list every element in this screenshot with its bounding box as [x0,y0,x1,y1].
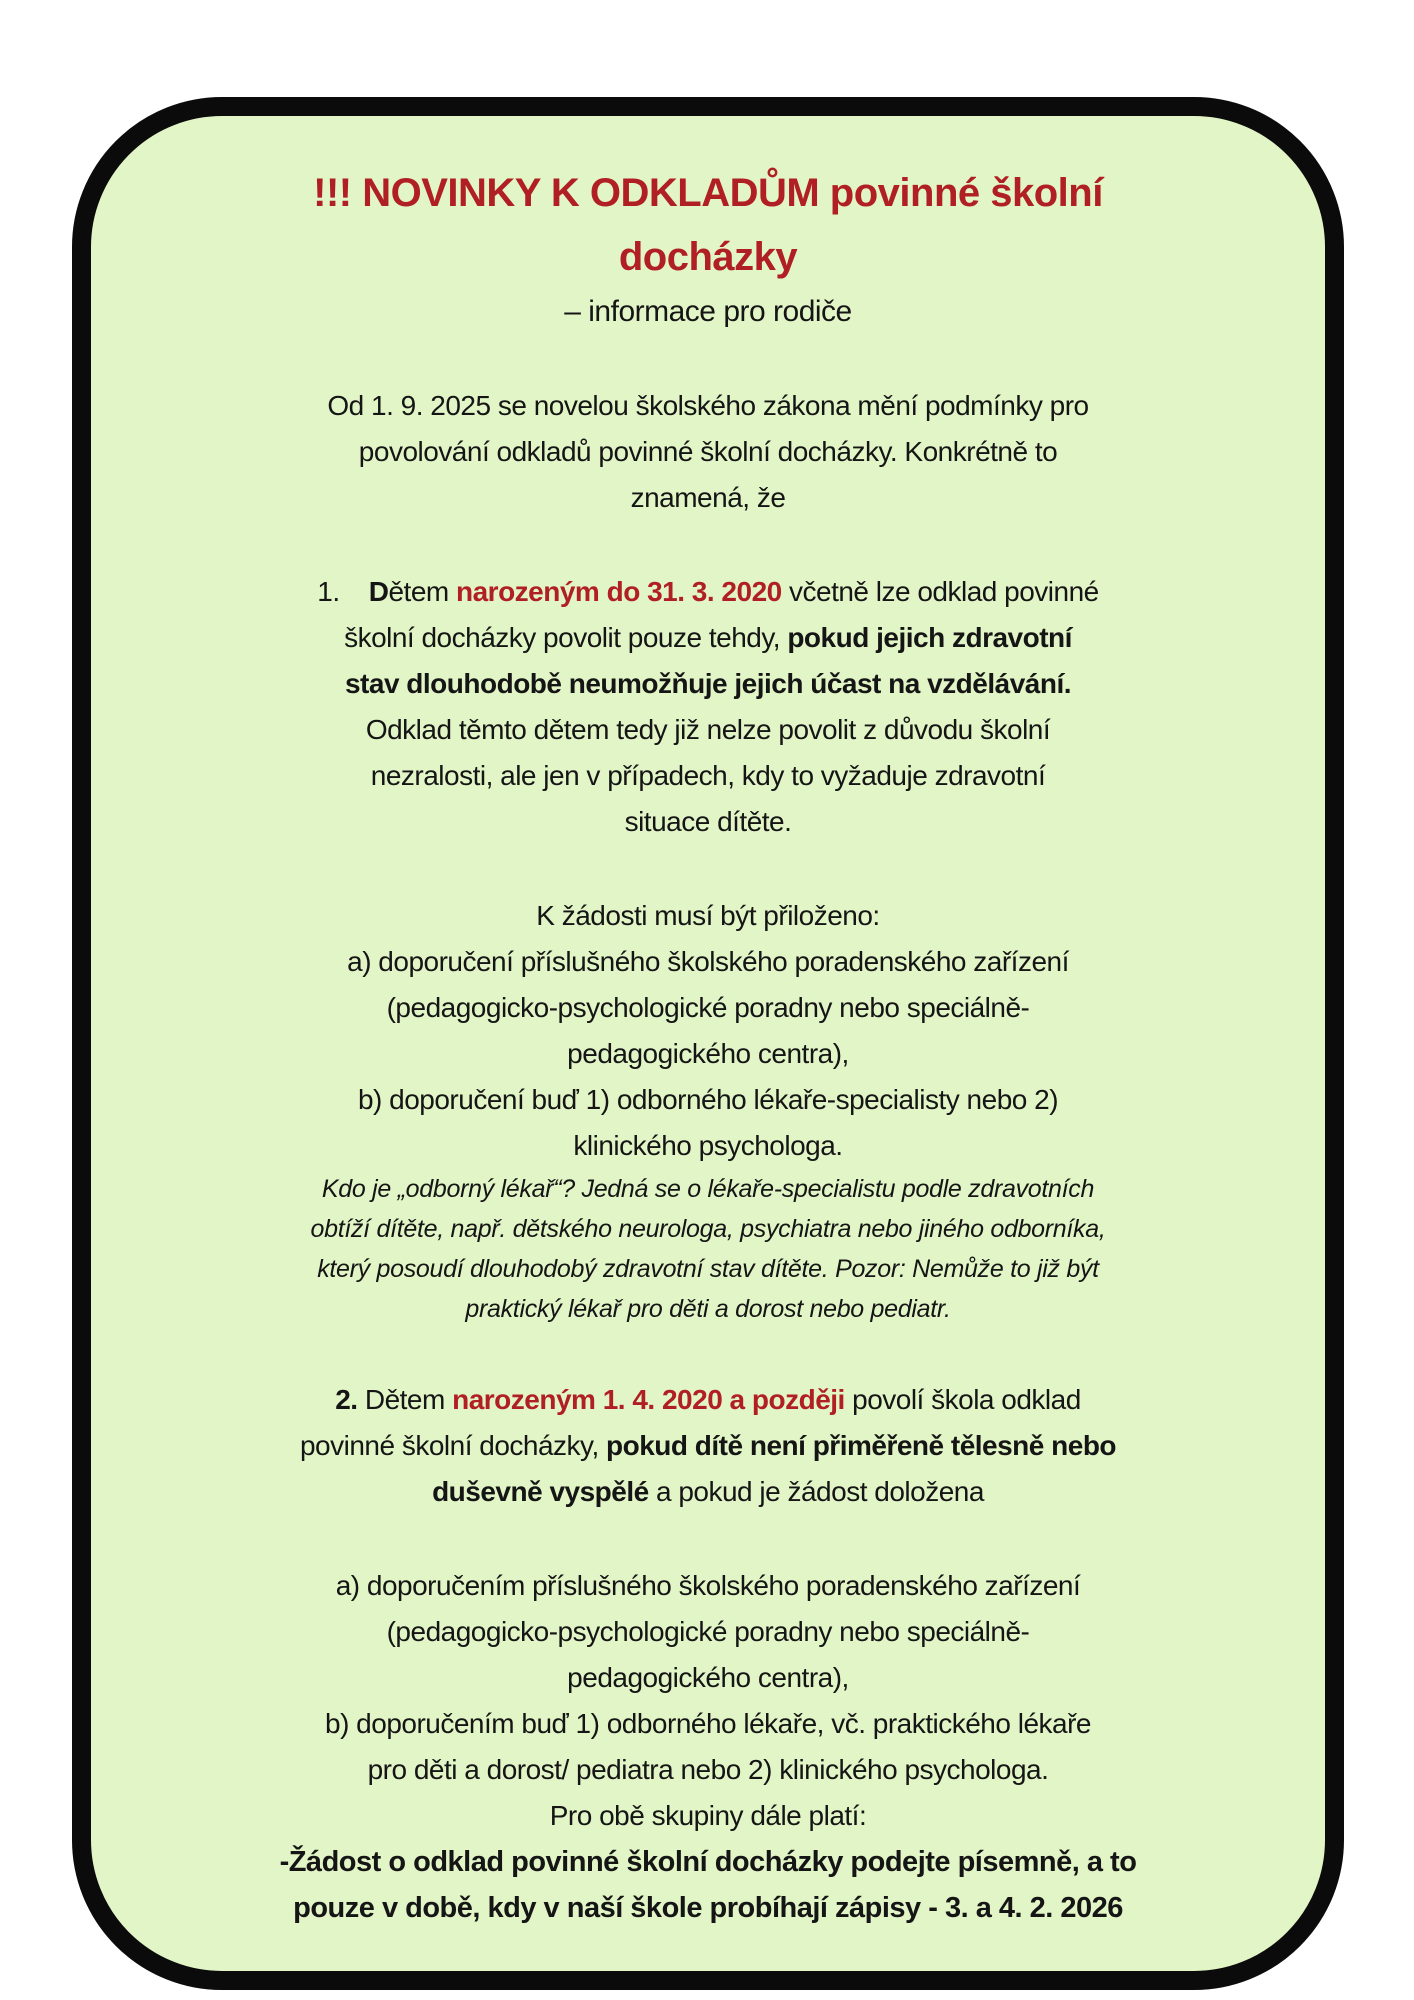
attachments-list-2-segment: a) doporučením příslušného školského poradenského zařízení [335,1570,1081,1601]
flyer-subtitle-segment: – informace pro rodiče [564,295,852,328]
rule-1-paragraph-segment: narozeným do 31. 3. 2020 [456,576,782,607]
rule-2-paragraph [133,1377,1283,1515]
intro-paragraph-segment: Od 1. 9. 2025 se novelou školského zákona mění podmínky pro [327,390,1089,421]
rule-2-paragraph-segment: duševně vyspělé [432,1476,649,1507]
rule-2-paragraph-segment: pokud dítě není přiměřeně tělesně nebo [606,1430,1117,1461]
rule-2-paragraph-segment: 2. [335,1384,358,1415]
rule-1-paragraph-segment: pokud jejich zdravotní [787,622,1072,653]
rule-1-paragraph-segment: školní docházky povolit pouze tehdy, [344,622,788,653]
rule-1-paragraph-segment: stav dlouhodobě neumožňuje jejich účast na vzdělávání. [344,668,1072,699]
attachments-list-2-segment: (pedagogicko-psychologické poradny nebo speciálně- [386,1616,1030,1647]
deadline-notice [133,1839,1283,1931]
attachments-list-1-segment: K žádosti musí být přiloženo: [536,900,880,931]
attachments-list-1-segment: (pedagogicko-psychologické poradny nebo speciálně- [386,992,1030,1023]
rule-1-paragraph-segment: ětem [388,576,456,607]
rule-1-paragraph-segment: 1. [317,576,369,607]
flyer-content [91,116,1325,1931]
rule-1-paragraph-segment: D [368,576,389,607]
expert-doctor-note-segment: Kdo je „odborný lékař“? Jedná se o lékaře-specialistu podle zdravotních [321,1175,1095,1203]
rule-2-paragraph-segment: narozeným 1. 4. 2020 a později [452,1384,845,1415]
deadline-notice-segment: pouze v době, kdy v naší škole probíhají zápisy - 3. a 4. 2. 2026 [293,1892,1123,1924]
both-groups-note-segment: Pro obě skupiny dále platí: [549,1800,867,1831]
flyer-title [133,161,1283,289]
attachments-list-2b [133,1701,1283,1793]
rule-2-paragraph-segment: Dětem [357,1384,453,1415]
flyer-card [72,97,1344,1990]
attachments-list-1 [133,893,1283,1169]
expert-doctor-note-segment: který posoudí dlouhodobý zdravotní stav dítěte. Pozor: Nemůže to již být [317,1255,1099,1283]
attachments-list-2b-segment: pro děti a dorost/ pediatra nebo 2) klinického psychologa. [367,1754,1049,1785]
flyer-title-segment: docházky [618,235,798,279]
attachments-list-1-segment: a) doporučení příslušného školského poradenského zařízení [347,946,1069,977]
expert-doctor-note [133,1169,1283,1329]
attachments-list-1-segment: klinického psychologa. [573,1130,843,1161]
rule-2-paragraph-segment: povinné školní docházky, [299,1430,607,1461]
attachments-list-2b-segment: b) doporučením buď 1) odborného lékaře, vč. praktického lékaře [325,1708,1091,1739]
expert-doctor-note-segment: obtíží dítěte, např. dětského neurologa, psychiatra nebo jiného odborníka, [310,1215,1106,1243]
attachments-list-1-segment: pedagogického centra), [567,1038,849,1069]
attachments-list-2-segment: pedagogického centra), [567,1662,849,1693]
rule-1-paragraph-segment: nezralosti, ale jen v případech, kdy to vyžaduje zdravotní [370,760,1046,791]
attachments-list-2 [133,1563,1283,1701]
deadline-notice-segment: -Žádost o odklad povinné školní docházky podejte písemně, a to [279,1846,1137,1878]
intro-paragraph [133,383,1283,521]
flyer-title-segment: !!! NOVINKY K ODKLADŮM povinné školní [313,171,1103,215]
rule-1-paragraph [133,569,1283,845]
rule-2-paragraph-segment: povolí škola odklad [844,1384,1081,1415]
both-groups-note [133,1793,1283,1839]
intro-paragraph-segment: znamená, že [630,482,786,513]
flyer-subtitle [133,289,1283,335]
rule-1-paragraph-segment: Odklad těmto dětem tedy již nelze povolit z důvodu školní [365,714,1051,745]
expert-doctor-note-segment: praktický lékař pro děti a dorost nebo pediatr. [465,1295,951,1323]
rule-1-paragraph-segment: včetně lze odklad povinné [781,576,1099,607]
attachments-list-1-segment: b) doporučení buď 1) odborného lékaře-specialisty nebo 2) [357,1084,1059,1115]
rule-2-paragraph-segment: a pokud je žádost doložena [648,1476,984,1507]
rule-1-paragraph-segment: situace dítěte. [624,806,792,837]
intro-paragraph-segment: povolování odkladů povinné školní docházky. Konkrétně to [358,436,1058,467]
